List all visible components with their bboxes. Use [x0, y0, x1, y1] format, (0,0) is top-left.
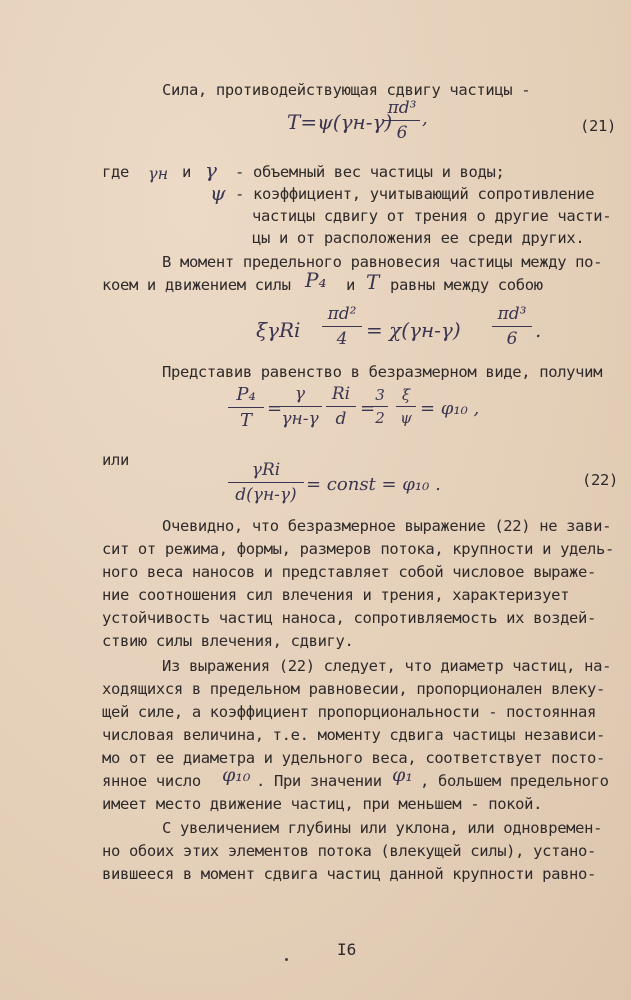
- text-line: но обоих этих элементов потока (влекущей силы), устано-: [102, 842, 596, 860]
- fraction-denominator: d: [335, 409, 347, 429]
- text-line: вившееся в момент сдвига частиц данной крупности равно-: [102, 865, 596, 883]
- text-line: частицы сдвигу от трения о другие части-: [252, 207, 612, 225]
- fraction-numerator: γRi: [251, 460, 281, 480]
- symbol-gamma: γ: [205, 158, 217, 182]
- fraction-denominator: T: [239, 410, 252, 431]
- fraction-numerator: ξ: [401, 386, 411, 404]
- text-line: Представив равенство в безразмерном виде, получим: [162, 363, 603, 381]
- ratio-tail: = φ₁₀ ,: [420, 398, 480, 419]
- text-line: сит от режима, формы, размеров потока, крупности и удель-: [102, 540, 614, 558]
- text-line: мо от ее диаметра и удельного веса, соответствует посто-: [102, 749, 605, 767]
- text-line: числовая величина, т.е. моменту сдвига частицы независи-: [102, 726, 605, 744]
- ratio-fraction-2: [278, 384, 322, 429]
- fraction-numerator: Ri: [331, 384, 351, 404]
- fraction-denominator: 2: [375, 409, 385, 427]
- fraction-numerator: γ: [294, 384, 306, 404]
- text-and: и: [346, 276, 355, 294]
- text-line: цы и от расположения ее среди других.: [252, 229, 585, 247]
- equation-22-tail: = const = φ₁₀ .: [306, 474, 441, 495]
- ratio-fraction-4: [372, 386, 388, 427]
- text-line: щей силе, а коэффициент пропорциональности - постоянная: [102, 703, 596, 721]
- text-line: Сила, противодействующая сдвигу частицы -: [162, 81, 531, 99]
- text-line: Очевидно, что безразмерное выражение (22) не зави-: [162, 517, 612, 535]
- fraction-numerator: πd³: [387, 98, 417, 118]
- equation-21-fraction: [384, 98, 420, 143]
- fraction-numerator: πd²: [327, 304, 357, 324]
- text-or: или: [102, 451, 129, 469]
- ratio-fraction-1: [228, 384, 264, 431]
- fraction-denominator: γн-γ: [281, 409, 319, 429]
- ratio-fraction-5: [396, 386, 416, 427]
- text-line: - объемный вес частицы и воды;: [235, 163, 505, 181]
- equation-number-22: (22): [582, 471, 618, 489]
- symbol-phi1: φ₁: [392, 764, 413, 786]
- fraction-denominator: ψ: [400, 409, 412, 427]
- text-line: С увеличением глубины или уклона, или одновремен-: [162, 819, 603, 837]
- fraction-numerator: P₄: [236, 384, 256, 405]
- symbol-gamma-n: γн: [148, 164, 169, 183]
- balance-equation-mid: = χ(γн-γ): [366, 318, 461, 342]
- text-and: и: [182, 163, 191, 181]
- fraction-denominator: d(γн-γ): [235, 485, 297, 505]
- symbol-T: T: [366, 270, 380, 294]
- balance-fraction-2: [492, 304, 532, 349]
- text-line: коем и движением силы: [102, 276, 291, 294]
- symbol-P4: P₄: [305, 268, 327, 292]
- equation-21-left: T=ψ(γн-γ): [287, 110, 393, 134]
- fraction-numerator: 3: [375, 386, 385, 404]
- balance-equation-left: ξγRi: [256, 318, 301, 342]
- symbol-psi: ψ: [210, 181, 226, 205]
- equation-22-fraction: [228, 460, 304, 505]
- fraction-denominator: 4: [336, 329, 348, 349]
- balance-fraction-1: [322, 304, 362, 349]
- text-line: В момент предельного равновесия частицы между по-: [162, 253, 603, 271]
- ink-dot: [285, 958, 288, 961]
- text-line: равны между собою: [390, 276, 543, 294]
- text-line: , большем предельного: [420, 772, 609, 790]
- text-line: Из выражения (22) следует, что диаметр частиц, на-: [162, 657, 612, 675]
- fraction-numerator: πd³: [497, 304, 527, 324]
- text-line: - коэффициент, учитывающий сопротивление: [235, 185, 595, 203]
- text-line: ходящихся в предельном равновесии, пропорционален влеку-: [102, 680, 605, 698]
- equation-number-21: (21): [580, 117, 616, 135]
- text-line: янное число: [102, 772, 201, 790]
- page-number: I6: [337, 940, 357, 959]
- ratio-fraction-3: [326, 384, 356, 429]
- text-where: где: [102, 163, 129, 181]
- text-line: ного веса наносов и представляет собой числовое выраже-: [102, 563, 596, 581]
- text-line: имеет место движение частиц, при меньшем - покой.: [102, 795, 543, 813]
- symbol-phi10: φ₁₀: [222, 764, 251, 786]
- text-line: ствию силы влечения, сдвигу.: [102, 632, 354, 650]
- fraction-denominator: 6: [396, 123, 408, 143]
- text-line: . При значении: [256, 772, 382, 790]
- text-line: ние соотношения сил влечения и трения, характеризует: [102, 586, 570, 604]
- text-line: устойчивость частиц наноса, сопротивляемость их воздей-: [102, 609, 596, 627]
- fraction-denominator: 6: [506, 329, 518, 349]
